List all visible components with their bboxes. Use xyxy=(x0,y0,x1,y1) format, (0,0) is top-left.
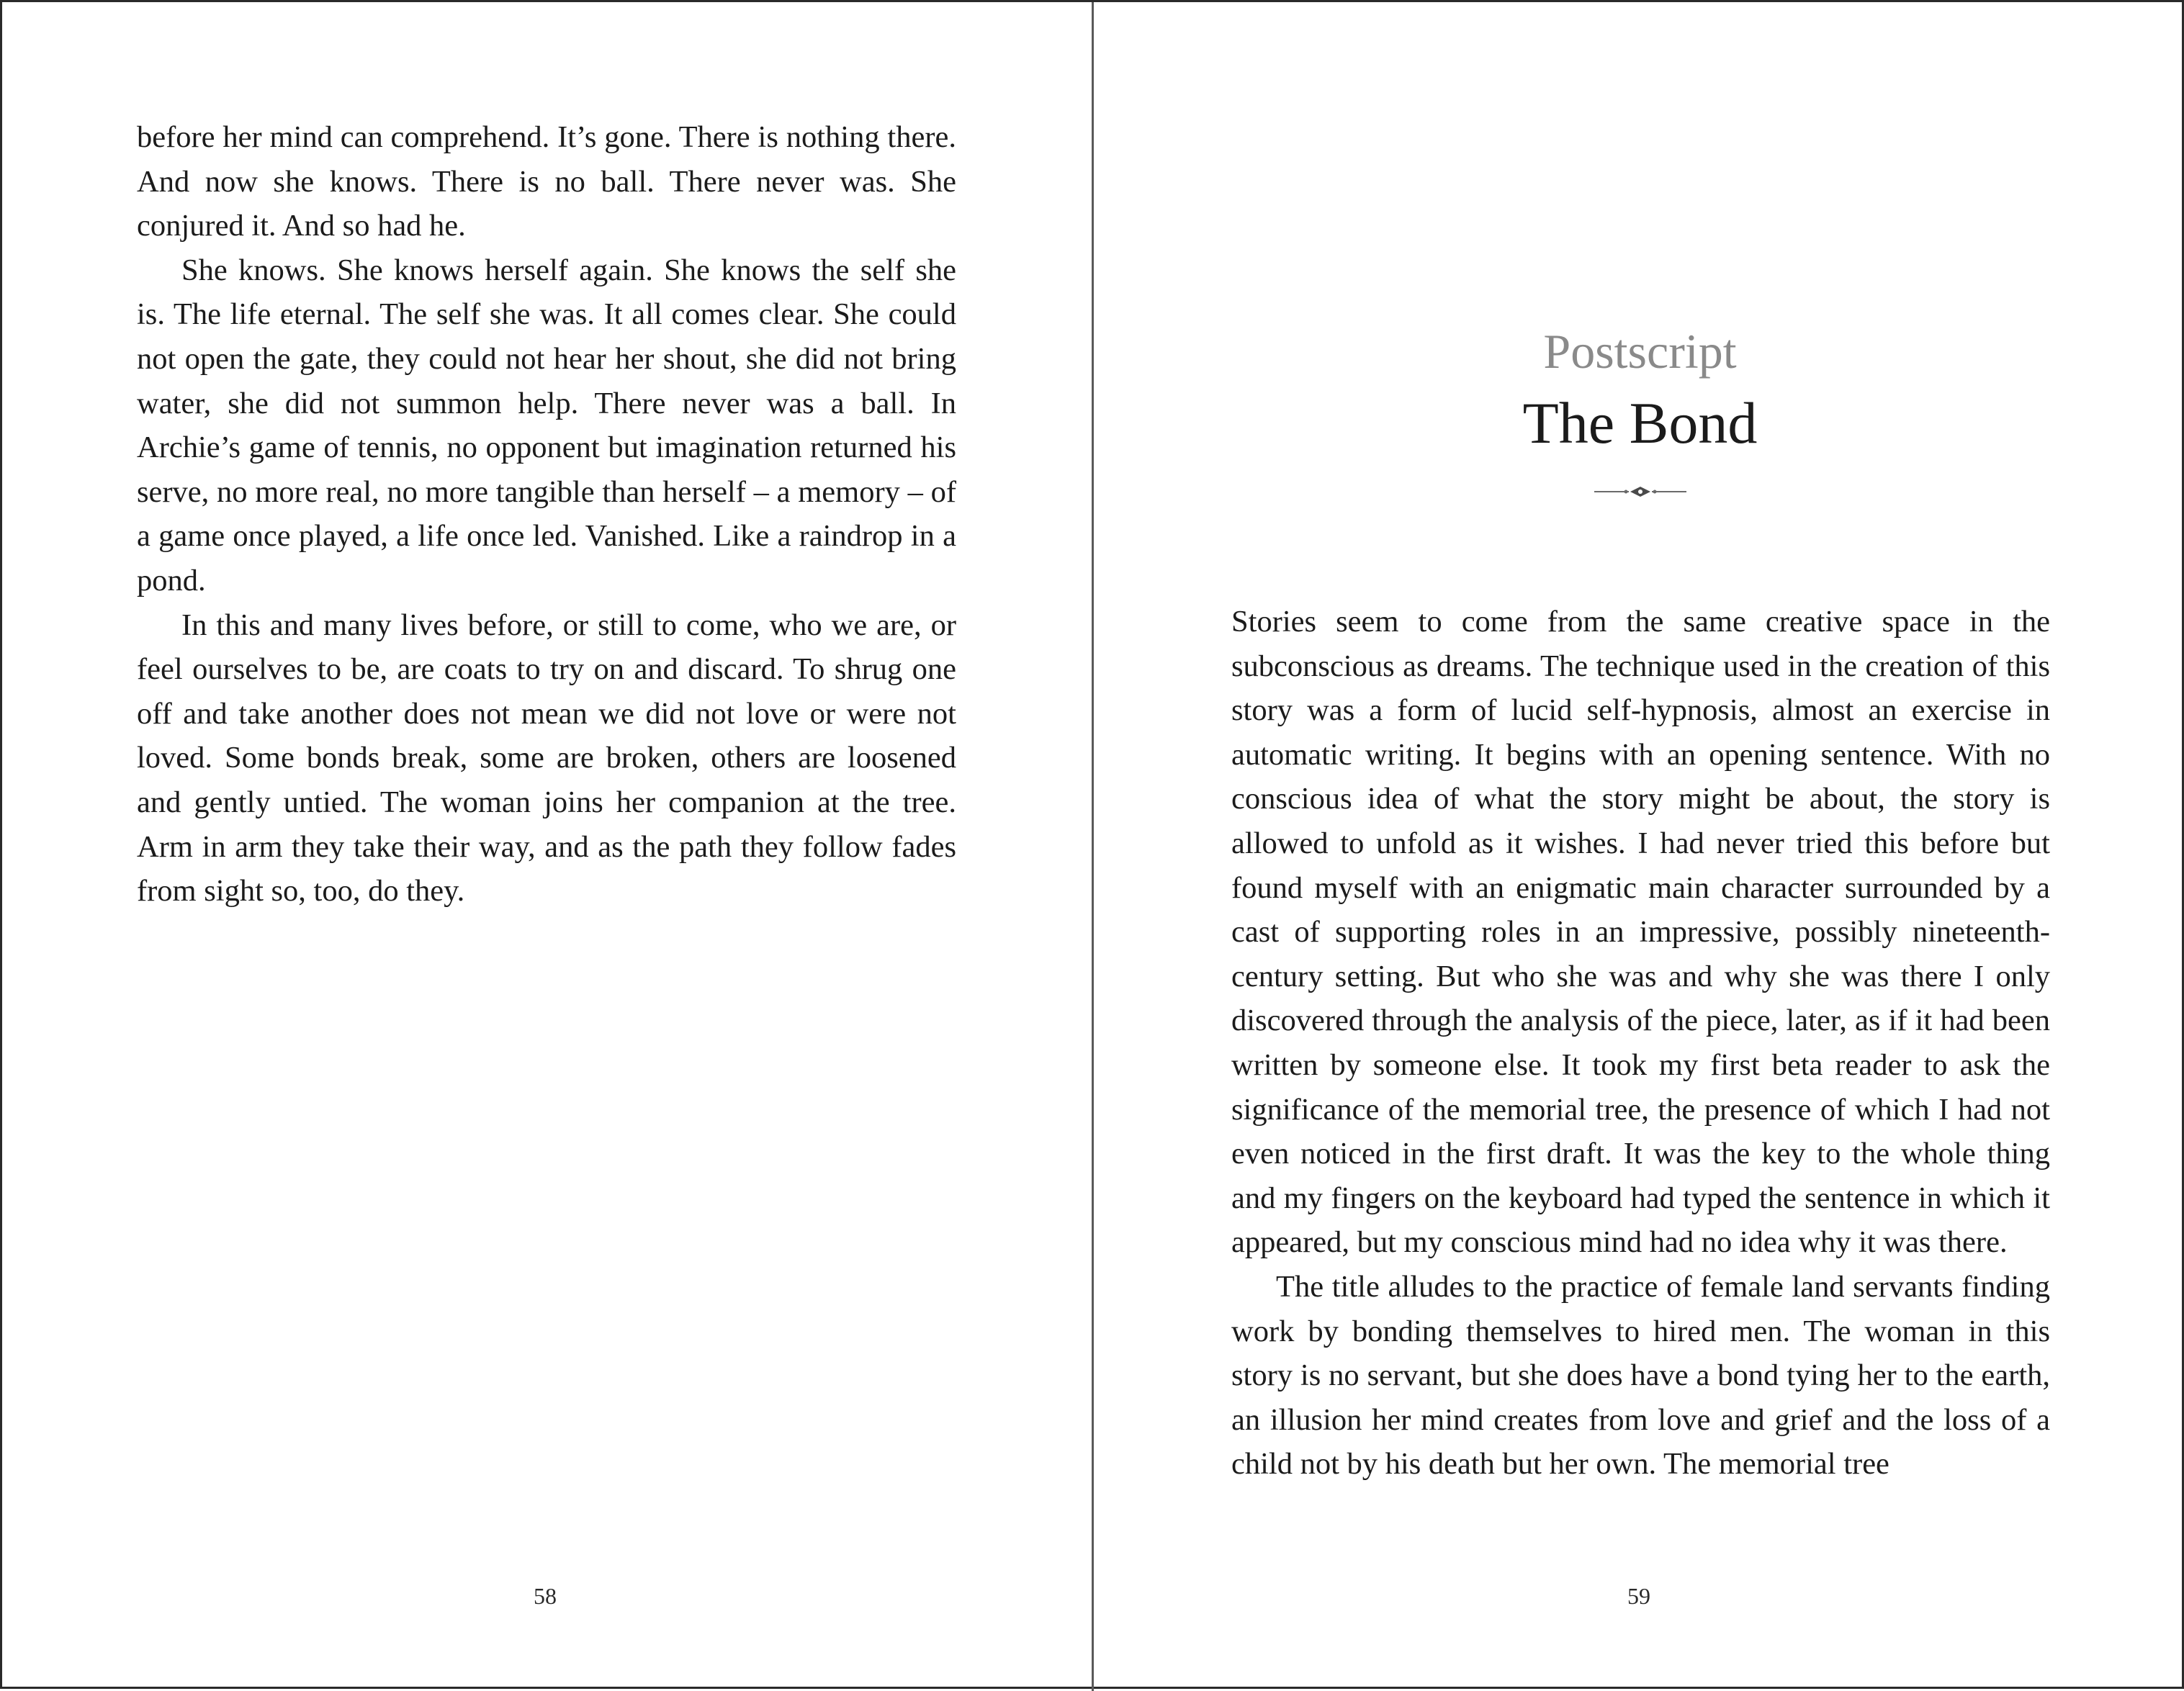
left-page-body xyxy=(137,115,956,914)
left-paragraph-2: She knows. She knows herself again. She knows the self she is. The life eternal. The self she was. It all comes clear. She could not open the gate, they could not hear her shout, she did not bring water, she did not summon help. There never was a ball. In Archie’s game of tennis, no opponent but imagination returned his serve, no more real, no more tangible than herself – a memory – of a game once played, a life once led. Vanished. Like a raindrop in a pond. xyxy=(137,253,956,598)
left-paragraph-1: before her mind can comprehend. It’s gone. There is nothing there. And now she knows. There is no ball. There never was. She conjured it. And so had he. xyxy=(137,120,956,243)
chapter-title: The Bond xyxy=(1522,390,1758,456)
right-page xyxy=(1094,2,2184,1691)
left-paragraph-3: In this and many lives before, or still to come, who we are, or feel ourselves to be, are coats to try on and discard. To shrug one off and take another does not mean we did not love or were not loved. Some bonds break, some are broken, others are loosened and gently untied. The woman joins her companion at the tree. Arm in arm they take their way, and as the path they follow fades from sight so, too, do they. xyxy=(137,608,956,908)
right-paragraph-1: Stories seem to come from the same creative space in the subconscious as dreams. The technique used in the creation of this story was a form of lucid self-hypnosis, almost an exercise in automatic writing. It begins with an opening sentence. With no conscious idea of what the story might be about, the story is allowed to unfold as it wishes. I had never tried this before but found myself with an enigmatic main character surrounded by a cast of supporting roles in an impressive, possibly nineteenth-century setting. But who she was and why she was there I only discovered through the analysis of the piece, later, as if it had been written by someone else. It took my first beta reader to ask the significance of the memorial tree, the presence of which I had not even noticed in the first draft. It was the key to the whole thing and my fingers on the keyboard had typed the sentence in which it appeared, but my conscious mind had no idea why it was there. xyxy=(1231,605,2050,1260)
right-page-number: 59 xyxy=(1627,1583,1650,1609)
fleuron-ornament-icon xyxy=(1593,481,1688,502)
right-paragraph-2: The title alludes to the practice of female land servants finding work by bonding themselves to hired men. The woman in this story is no servant, but she does have a bond tying her to the earth, an illusion her mind creates from love and grief and the loss of a child not by his death but her own. The memorial tree xyxy=(1231,1269,2050,1482)
chapter-kicker: Postscript xyxy=(1543,324,1737,379)
left-page-number: 58 xyxy=(534,1583,557,1609)
right-page-body xyxy=(1231,600,2050,1487)
left-page xyxy=(2,2,1092,1691)
